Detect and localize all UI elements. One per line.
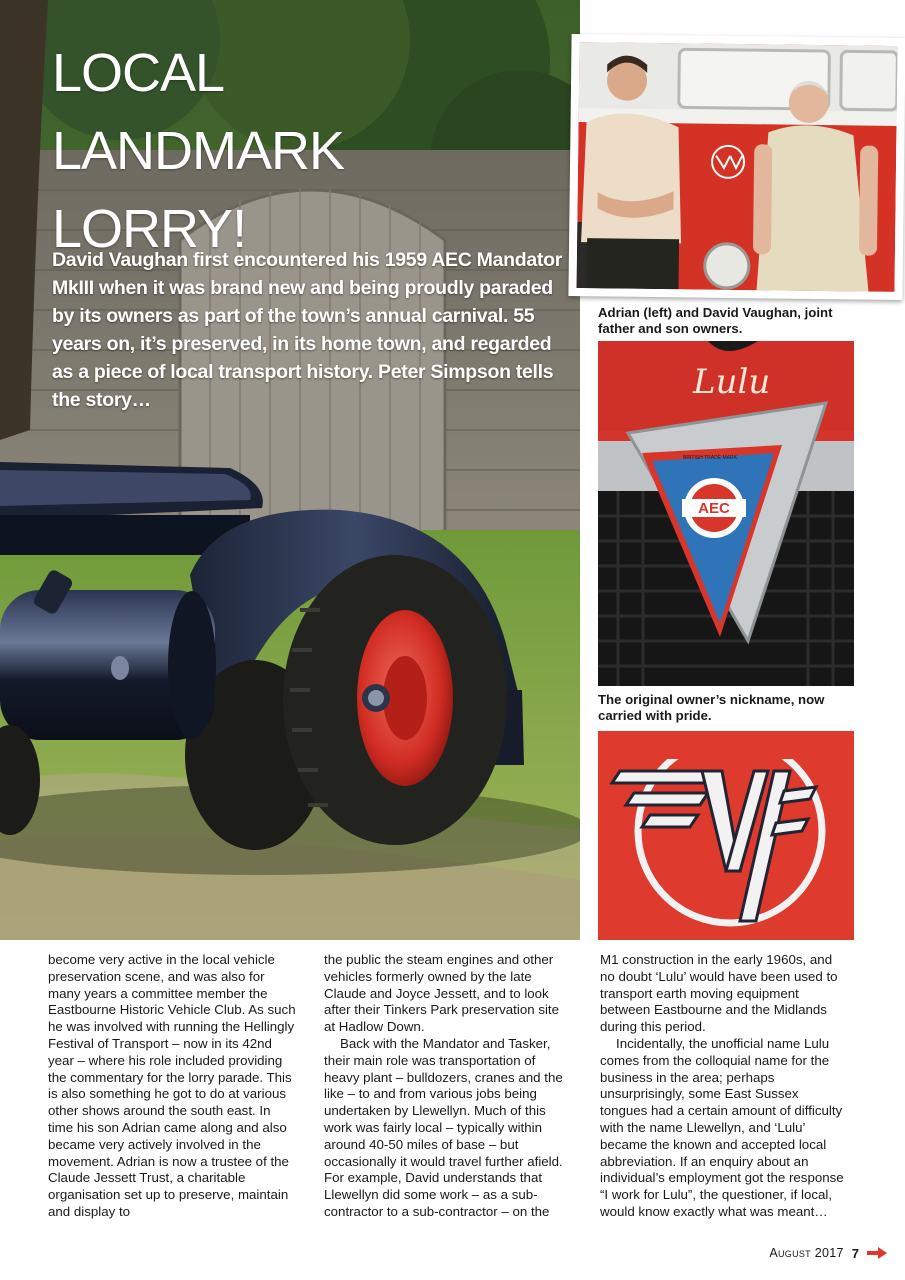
owners-caption: Adrian (left) and David Vaughan, joint father and son owners. <box>598 305 833 336</box>
body-paragraph: the public the steam engines and other vehicles formerly owned by the late Claude and Joyce Jessett, and to look after their Tinkers Park preservation site at Hadlow Down. <box>324 952 560 1035</box>
aec-logo-text: AEC <box>698 500 730 517</box>
headline-line-3: LORRY! <box>52 199 247 259</box>
next-page-arrow-icon[interactable] <box>867 1246 887 1260</box>
headline-line-2: LANDMARK <box>52 121 345 181</box>
headline-line-1: LOCAL <box>52 43 225 103</box>
body-column-3 <box>600 952 848 1221</box>
lulu-nameplate: Lulu <box>693 362 771 402</box>
page-number: 7 <box>851 1245 859 1261</box>
page-folio <box>769 1244 887 1262</box>
nickname-caption: The original owner’s nickname, now carried with pride. <box>598 692 825 723</box>
body-column-2 <box>324 952 572 1221</box>
aec-badge-photo <box>598 341 854 686</box>
body-paragraph: become very active in the local vehicle preservation scene, and was also for many years a committee member the Eastbourne Historic Vehicle Club. As such he was involved with running the Hellingly Festival of Transport – now in its 42nd year – where his role included providing the commentary for the lorry parade. This is also something he got to do at various other shows around the south east. In time his son Adrian came along and also became very actively involved in the movement. Adrian is now a trustee of the Claude Jessett Trust, a charitable organisation set up to preserve, maintain and display to <box>48 952 296 1219</box>
standfirst: David Vaughan first encountered his 1959 AEC Mandator MkIII when it was brand new and being proudly paraded by its owners as part of the town’s annual carnival. 55 years on, it’s preserved, in its home town, and regarded as a piece of local transport history. Peter Simpson tells the story… <box>52 249 563 411</box>
headline <box>52 34 572 268</box>
body-paragraph: Back with the Mandator and Tasker, their main role was transportation of heavy plant – bulldozers, cranes and the like – to and from various jobs being undertaken by Llewellyn. Much of this work was fairly local – typically within around 40-50 miles of base – but occasionally it would travel further afield. For example, David understands that Llewellyn did some work – as a sub-contractor to a sub-contractor – on the <box>324 1035 563 1219</box>
owners-photo-frame <box>568 34 905 300</box>
vhf-logo-photo <box>598 731 854 940</box>
trade-mark-text: BRITISH TRADE MARK <box>683 455 737 461</box>
body-paragraph: M1 construction in the early 1960s, and no doubt ‘Lulu’ would have been used to transport earth moving equipment between Eastbourne and the Midlands during this period. <box>600 952 838 1035</box>
body-paragraph: Incidentally, the unofficial name Lulu comes from the colloquial name for the business in the area; perhaps unsurprisingly, some East Sussex tongues had a certain amount of difficulty with the name Llewellyn, and ‘Lulu’ became the known and accepted local abbreviation. If an enquiry about an individual’s employment got the response “I work for Lulu”, the questioner, if local, would know exactly what was meant… <box>600 1035 844 1219</box>
body-column-1 <box>48 952 296 1221</box>
issue-date: August 2017 <box>769 1246 844 1260</box>
owners-photo <box>577 42 898 292</box>
